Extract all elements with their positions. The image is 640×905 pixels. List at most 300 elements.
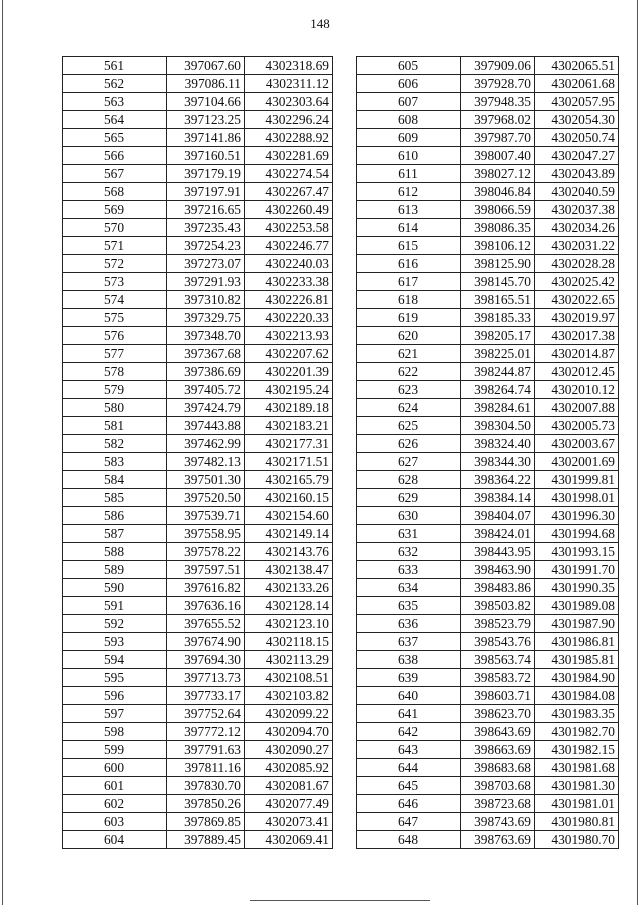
x-coordinate-cell: 398483.86: [461, 579, 535, 597]
table-row: [357, 381, 619, 399]
y-coordinate-cell: 4302061.68: [535, 75, 619, 93]
x-coordinate-cell: 397273.07: [167, 255, 245, 273]
x-coordinate-cell: 397909.06: [461, 57, 535, 75]
point-number-cell: 629: [357, 489, 461, 507]
y-coordinate-cell: 4302113.29: [245, 651, 333, 669]
y-coordinate-cell: 4302090.27: [245, 741, 333, 759]
point-number-cell: 565: [63, 129, 167, 147]
table-row: [63, 471, 333, 489]
x-coordinate-cell: 398304.50: [461, 417, 535, 435]
table-row: [357, 597, 619, 615]
point-number-cell: 564: [63, 111, 167, 129]
point-number-cell: 637: [357, 633, 461, 651]
y-coordinate-cell: 4301984.08: [535, 687, 619, 705]
table-row: [357, 57, 619, 75]
table-row: [63, 795, 333, 813]
table-row: [357, 129, 619, 147]
y-coordinate-cell: 4301991.70: [535, 561, 619, 579]
x-coordinate-cell: 397674.90: [167, 633, 245, 651]
table-row: [63, 579, 333, 597]
x-coordinate-cell: 397160.51: [167, 147, 245, 165]
table-row: [63, 813, 333, 831]
y-coordinate-cell: 4301996.30: [535, 507, 619, 525]
table-row: [63, 633, 333, 651]
point-number-cell: 574: [63, 291, 167, 309]
y-coordinate-cell: 4301993.15: [535, 543, 619, 561]
point-number-cell: 645: [357, 777, 461, 795]
point-number-cell: 607: [357, 93, 461, 111]
y-coordinate-cell: 4301981.01: [535, 795, 619, 813]
point-number-cell: 609: [357, 129, 461, 147]
y-coordinate-cell: 4301986.81: [535, 633, 619, 651]
x-coordinate-cell: 398066.59: [461, 201, 535, 219]
x-coordinate-cell: 397811.16: [167, 759, 245, 777]
table-row: [63, 363, 333, 381]
x-coordinate-cell: 398185.33: [461, 309, 535, 327]
table-row: [357, 327, 619, 345]
table-row: [63, 543, 333, 561]
table-row: [357, 507, 619, 525]
point-number-cell: 633: [357, 561, 461, 579]
y-coordinate-cell: 4302099.22: [245, 705, 333, 723]
table-row: [357, 795, 619, 813]
y-coordinate-cell: 4302318.69: [245, 57, 333, 75]
point-number-cell: 598: [63, 723, 167, 741]
point-number-cell: 601: [63, 777, 167, 795]
table-row: [357, 237, 619, 255]
point-number-cell: 614: [357, 219, 461, 237]
x-coordinate-cell: 398643.69: [461, 723, 535, 741]
x-coordinate-cell: 397367.68: [167, 345, 245, 363]
point-number-cell: 626: [357, 435, 461, 453]
x-coordinate-cell: 397216.65: [167, 201, 245, 219]
x-coordinate-cell: 397197.91: [167, 183, 245, 201]
y-coordinate-cell: 4302069.41: [245, 831, 333, 849]
x-coordinate-cell: 398027.12: [461, 165, 535, 183]
x-coordinate-cell: 397482.13: [167, 453, 245, 471]
x-coordinate-cell: 398145.70: [461, 273, 535, 291]
y-coordinate-cell: 4302047.27: [535, 147, 619, 165]
point-number-cell: 579: [63, 381, 167, 399]
table-row: [63, 309, 333, 327]
table-row: [63, 453, 333, 471]
table-row: [63, 759, 333, 777]
x-coordinate-cell: 397791.63: [167, 741, 245, 759]
point-number-cell: 590: [63, 579, 167, 597]
table-row: [357, 777, 619, 795]
y-coordinate-cell: 4302054.30: [535, 111, 619, 129]
y-coordinate-cell: 4302138.47: [245, 561, 333, 579]
y-coordinate-cell: 4302311.12: [245, 75, 333, 93]
x-coordinate-cell: 398106.12: [461, 237, 535, 255]
table-row: [63, 705, 333, 723]
point-number-cell: 589: [63, 561, 167, 579]
point-number-cell: 588: [63, 543, 167, 561]
point-number-cell: 627: [357, 453, 461, 471]
point-number-cell: 632: [357, 543, 461, 561]
y-coordinate-cell: 4301985.81: [535, 651, 619, 669]
x-coordinate-cell: 397254.23: [167, 237, 245, 255]
point-number-cell: 586: [63, 507, 167, 525]
table-row: [63, 669, 333, 687]
x-coordinate-cell: 398264.74: [461, 381, 535, 399]
x-coordinate-cell: 398683.68: [461, 759, 535, 777]
table-row: [357, 615, 619, 633]
table-row: [357, 165, 619, 183]
table-row: [357, 579, 619, 597]
x-coordinate-cell: 397733.17: [167, 687, 245, 705]
point-number-cell: 612: [357, 183, 461, 201]
table-row: [357, 543, 619, 561]
point-number-cell: 587: [63, 525, 167, 543]
x-coordinate-cell: 397558.95: [167, 525, 245, 543]
x-coordinate-cell: 397869.85: [167, 813, 245, 831]
x-coordinate-cell: 397086.11: [167, 75, 245, 93]
point-number-cell: 634: [357, 579, 461, 597]
table-row: [357, 831, 619, 849]
table-row: [357, 255, 619, 273]
point-number-cell: 625: [357, 417, 461, 435]
x-coordinate-cell: 398165.51: [461, 291, 535, 309]
table-row: [357, 489, 619, 507]
table-row: [63, 57, 333, 75]
table-row: [357, 561, 619, 579]
point-number-cell: 603: [63, 813, 167, 831]
table-row: [357, 813, 619, 831]
x-coordinate-cell: 397850.26: [167, 795, 245, 813]
table-row: [63, 327, 333, 345]
y-coordinate-cell: 4302007.88: [535, 399, 619, 417]
y-coordinate-cell: 4302050.74: [535, 129, 619, 147]
point-number-cell: 578: [63, 363, 167, 381]
y-coordinate-cell: 4301981.68: [535, 759, 619, 777]
y-coordinate-cell: 4302207.62: [245, 345, 333, 363]
y-coordinate-cell: 4301987.90: [535, 615, 619, 633]
x-coordinate-cell: 398384.14: [461, 489, 535, 507]
y-coordinate-cell: 4302133.26: [245, 579, 333, 597]
y-coordinate-cell: 4302267.47: [245, 183, 333, 201]
table-row: [357, 741, 619, 759]
table-row: [357, 111, 619, 129]
x-coordinate-cell: 398046.84: [461, 183, 535, 201]
point-number-cell: 581: [63, 417, 167, 435]
x-coordinate-cell: 397520.50: [167, 489, 245, 507]
y-coordinate-cell: 4301980.70: [535, 831, 619, 849]
x-coordinate-cell: 397329.75: [167, 309, 245, 327]
y-coordinate-cell: 4302233.38: [245, 273, 333, 291]
x-coordinate-cell: 398443.95: [461, 543, 535, 561]
table-row: [357, 363, 619, 381]
point-number-cell: 573: [63, 273, 167, 291]
point-number-cell: 583: [63, 453, 167, 471]
x-coordinate-cell: 398404.07: [461, 507, 535, 525]
x-coordinate-cell: 398523.79: [461, 615, 535, 633]
table-row: [357, 309, 619, 327]
x-coordinate-cell: 397578.22: [167, 543, 245, 561]
y-coordinate-cell: 4302081.67: [245, 777, 333, 795]
table-row: [63, 93, 333, 111]
x-coordinate-cell: 398344.30: [461, 453, 535, 471]
y-coordinate-cell: 4302128.14: [245, 597, 333, 615]
table-row: [63, 687, 333, 705]
point-number-cell: 584: [63, 471, 167, 489]
x-coordinate-cell: 397616.82: [167, 579, 245, 597]
point-number-cell: 638: [357, 651, 461, 669]
point-number-cell: 562: [63, 75, 167, 93]
point-number-cell: 595: [63, 669, 167, 687]
point-number-cell: 622: [357, 363, 461, 381]
point-number-cell: 616: [357, 255, 461, 273]
y-coordinate-cell: 4301982.70: [535, 723, 619, 741]
table-row: [63, 291, 333, 309]
x-coordinate-cell: 397772.12: [167, 723, 245, 741]
y-coordinate-cell: 4302034.26: [535, 219, 619, 237]
point-number-cell: 561: [63, 57, 167, 75]
y-coordinate-cell: 4302160.15: [245, 489, 333, 507]
y-coordinate-cell: 4302012.45: [535, 363, 619, 381]
y-coordinate-cell: 4302303.64: [245, 93, 333, 111]
x-coordinate-cell: 397655.52: [167, 615, 245, 633]
y-coordinate-cell: 4302143.76: [245, 543, 333, 561]
y-coordinate-cell: 4302288.92: [245, 129, 333, 147]
y-coordinate-cell: 4302001.69: [535, 453, 619, 471]
table-row: [357, 93, 619, 111]
point-number-cell: 644: [357, 759, 461, 777]
y-coordinate-cell: 4302177.31: [245, 435, 333, 453]
point-number-cell: 628: [357, 471, 461, 489]
y-coordinate-cell: 4302028.28: [535, 255, 619, 273]
point-number-cell: 575: [63, 309, 167, 327]
point-number-cell: 617: [357, 273, 461, 291]
table-row: [63, 417, 333, 435]
x-coordinate-cell: 397348.70: [167, 327, 245, 345]
table-row: [63, 741, 333, 759]
table-row: [357, 219, 619, 237]
x-coordinate-cell: 397067.60: [167, 57, 245, 75]
table-row: [63, 561, 333, 579]
x-coordinate-cell: 397424.79: [167, 399, 245, 417]
point-number-cell: 593: [63, 633, 167, 651]
x-coordinate-cell: 398603.71: [461, 687, 535, 705]
x-coordinate-cell: 398763.69: [461, 831, 535, 849]
x-coordinate-cell: 398703.68: [461, 777, 535, 795]
y-coordinate-cell: 4301990.35: [535, 579, 619, 597]
table-row: [63, 237, 333, 255]
y-coordinate-cell: 4302274.54: [245, 165, 333, 183]
y-coordinate-cell: 4302118.15: [245, 633, 333, 651]
table-row: [357, 147, 619, 165]
point-number-cell: 635: [357, 597, 461, 615]
y-coordinate-cell: 4302085.92: [245, 759, 333, 777]
x-coordinate-cell: 397501.30: [167, 471, 245, 489]
y-coordinate-cell: 4302094.70: [245, 723, 333, 741]
table-row: [63, 597, 333, 615]
point-number-cell: 636: [357, 615, 461, 633]
point-number-cell: 594: [63, 651, 167, 669]
x-coordinate-cell: 397291.93: [167, 273, 245, 291]
bottom-scan-edge: [250, 900, 430, 901]
point-number-cell: 566: [63, 147, 167, 165]
y-coordinate-cell: 4301982.15: [535, 741, 619, 759]
y-coordinate-cell: 4302073.41: [245, 813, 333, 831]
point-number-cell: 640: [357, 687, 461, 705]
y-coordinate-cell: 4302043.89: [535, 165, 619, 183]
point-number-cell: 602: [63, 795, 167, 813]
table-row: [63, 147, 333, 165]
point-number-cell: 596: [63, 687, 167, 705]
y-coordinate-cell: 4302065.51: [535, 57, 619, 75]
x-coordinate-cell: 397141.86: [167, 129, 245, 147]
point-number-cell: 608: [357, 111, 461, 129]
x-coordinate-cell: 397948.35: [461, 93, 535, 111]
table-row: [357, 669, 619, 687]
point-number-cell: 630: [357, 507, 461, 525]
x-coordinate-cell: 398007.40: [461, 147, 535, 165]
table-row: [63, 129, 333, 147]
x-coordinate-cell: 397597.51: [167, 561, 245, 579]
point-number-cell: 605: [357, 57, 461, 75]
x-coordinate-cell: 398743.69: [461, 813, 535, 831]
y-coordinate-cell: 4301994.68: [535, 525, 619, 543]
point-number-cell: 620: [357, 327, 461, 345]
table-row: [63, 183, 333, 201]
x-coordinate-cell: 398563.74: [461, 651, 535, 669]
point-number-cell: 619: [357, 309, 461, 327]
point-number-cell: 568: [63, 183, 167, 201]
x-coordinate-cell: 397539.71: [167, 507, 245, 525]
point-number-cell: 567: [63, 165, 167, 183]
y-coordinate-cell: 4302260.49: [245, 201, 333, 219]
y-coordinate-cell: 4302019.97: [535, 309, 619, 327]
x-coordinate-cell: 397928.70: [461, 75, 535, 93]
table-row: [357, 201, 619, 219]
x-coordinate-cell: 398623.70: [461, 705, 535, 723]
x-coordinate-cell: 397889.45: [167, 831, 245, 849]
y-coordinate-cell: 4302246.77: [245, 237, 333, 255]
point-number-cell: 604: [63, 831, 167, 849]
y-coordinate-cell: 4302014.87: [535, 345, 619, 363]
point-number-cell: 646: [357, 795, 461, 813]
x-coordinate-cell: 398543.76: [461, 633, 535, 651]
table-row: [357, 453, 619, 471]
y-coordinate-cell: 4302189.18: [245, 399, 333, 417]
point-number-cell: 610: [357, 147, 461, 165]
table-row: [357, 705, 619, 723]
x-coordinate-cell: 398086.35: [461, 219, 535, 237]
point-number-cell: 618: [357, 291, 461, 309]
table-body: [63, 57, 333, 849]
table-row: [63, 75, 333, 93]
y-coordinate-cell: 4302003.67: [535, 435, 619, 453]
y-coordinate-cell: 4302201.39: [245, 363, 333, 381]
y-coordinate-cell: 4302017.38: [535, 327, 619, 345]
x-coordinate-cell: 398284.61: [461, 399, 535, 417]
y-coordinate-cell: 4302253.58: [245, 219, 333, 237]
point-number-cell: 621: [357, 345, 461, 363]
y-coordinate-cell: 4301989.08: [535, 597, 619, 615]
x-coordinate-cell: 397987.70: [461, 129, 535, 147]
x-coordinate-cell: 398503.82: [461, 597, 535, 615]
y-coordinate-cell: 4302103.82: [245, 687, 333, 705]
x-coordinate-cell: 398424.01: [461, 525, 535, 543]
table-row: [63, 777, 333, 795]
table-row: [357, 723, 619, 741]
y-coordinate-cell: 4302240.03: [245, 255, 333, 273]
table-row: [357, 75, 619, 93]
table-row: [357, 183, 619, 201]
y-coordinate-cell: 4302010.12: [535, 381, 619, 399]
x-coordinate-cell: 397235.43: [167, 219, 245, 237]
table-row: [357, 687, 619, 705]
y-coordinate-cell: 4302040.59: [535, 183, 619, 201]
x-coordinate-cell: 397694.30: [167, 651, 245, 669]
table-row: [63, 507, 333, 525]
x-coordinate-cell: 397104.66: [167, 93, 245, 111]
y-coordinate-cell: 4301980.81: [535, 813, 619, 831]
point-number-cell: 623: [357, 381, 461, 399]
coordinates-table-right: [356, 56, 619, 849]
y-coordinate-cell: 4302057.95: [535, 93, 619, 111]
x-coordinate-cell: 398125.90: [461, 255, 535, 273]
x-coordinate-cell: 398663.69: [461, 741, 535, 759]
point-number-cell: 582: [63, 435, 167, 453]
table-row: [63, 615, 333, 633]
y-coordinate-cell: 4302031.22: [535, 237, 619, 255]
point-number-cell: 642: [357, 723, 461, 741]
y-coordinate-cell: 4302077.49: [245, 795, 333, 813]
point-number-cell: 576: [63, 327, 167, 345]
x-coordinate-cell: 398463.90: [461, 561, 535, 579]
table-row: [357, 399, 619, 417]
table-body: [357, 57, 619, 849]
point-number-cell: 599: [63, 741, 167, 759]
table-row: [357, 417, 619, 435]
table-row: [63, 399, 333, 417]
x-coordinate-cell: 397443.88: [167, 417, 245, 435]
table-row: [357, 759, 619, 777]
point-number-cell: 641: [357, 705, 461, 723]
coordinates-table-left: [62, 56, 333, 849]
point-number-cell: 639: [357, 669, 461, 687]
table-row: [357, 633, 619, 651]
point-number-cell: 600: [63, 759, 167, 777]
point-number-cell: 643: [357, 741, 461, 759]
x-coordinate-cell: 398244.87: [461, 363, 535, 381]
y-coordinate-cell: 4302183.21: [245, 417, 333, 435]
y-coordinate-cell: 4301998.01: [535, 489, 619, 507]
table-row: [63, 435, 333, 453]
x-coordinate-cell: 397752.64: [167, 705, 245, 723]
table-row: [357, 525, 619, 543]
point-number-cell: 580: [63, 399, 167, 417]
x-coordinate-cell: 398205.17: [461, 327, 535, 345]
x-coordinate-cell: 397310.82: [167, 291, 245, 309]
table-row: [357, 291, 619, 309]
point-number-cell: 591: [63, 597, 167, 615]
y-coordinate-cell: 4301981.30: [535, 777, 619, 795]
point-number-cell: 572: [63, 255, 167, 273]
x-coordinate-cell: 397968.02: [461, 111, 535, 129]
point-number-cell: 613: [357, 201, 461, 219]
y-coordinate-cell: 4301983.35: [535, 705, 619, 723]
y-coordinate-cell: 4302296.24: [245, 111, 333, 129]
table-row: [63, 273, 333, 291]
x-coordinate-cell: 397830.70: [167, 777, 245, 795]
table-row: [357, 273, 619, 291]
point-number-cell: 570: [63, 219, 167, 237]
y-coordinate-cell: 4302165.79: [245, 471, 333, 489]
table-row: [63, 345, 333, 363]
